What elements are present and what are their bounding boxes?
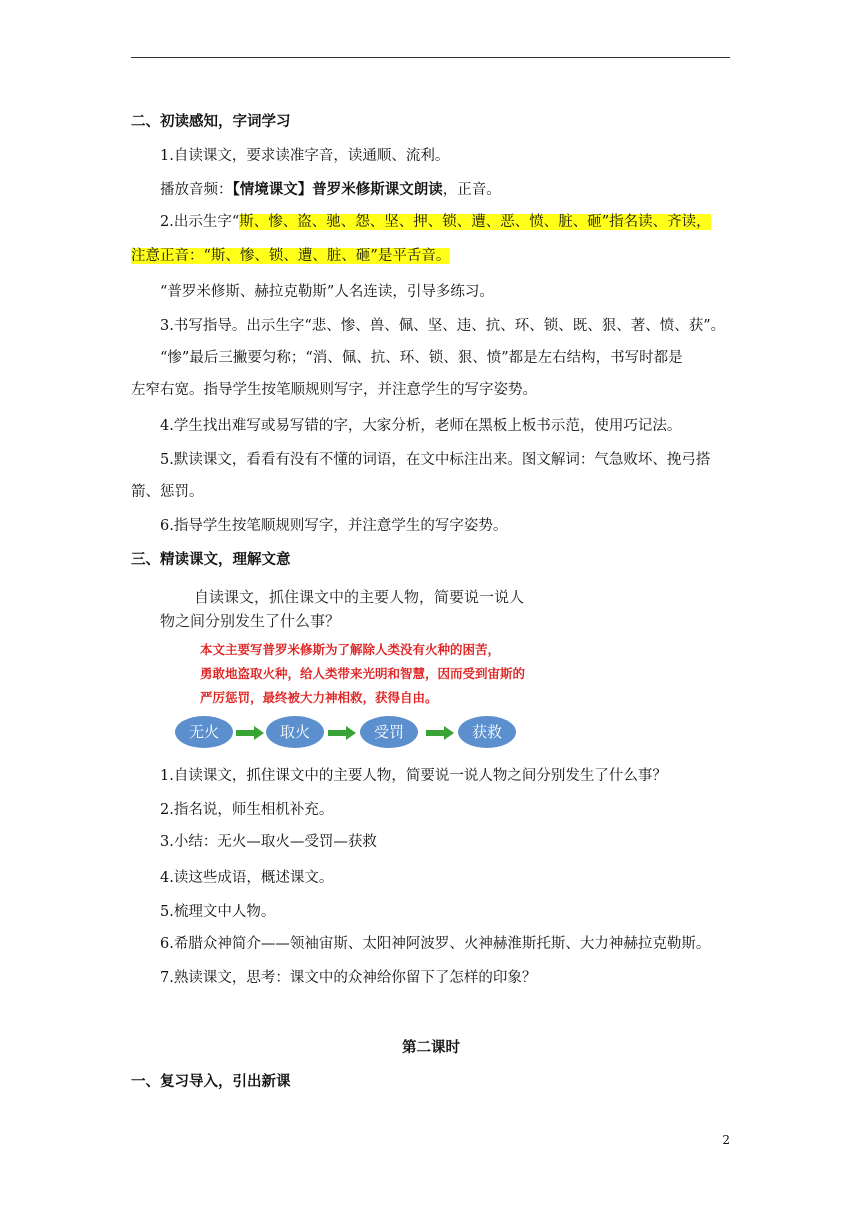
paragraph: 1.自读课文，抓住课文中的主要人物，简要说一说人物之间分别发生了什么事？: [160, 768, 667, 784]
paragraph: 7.熟读课文，思考：课文中的众神给你留下了怎样的印象？: [160, 970, 537, 986]
page-number: 2: [722, 1133, 730, 1147]
paragraph: [160, 212, 760, 232]
highlighted-text: 斯、惨、盗、驰、怨、坚、押、锁、遭、恶、愤、脏、砸”指名读、齐读，: [239, 214, 711, 230]
slide-answer-line: 严厉惩罚，最终被大力神相救，获得自由。: [200, 690, 438, 705]
paragraph: [160, 180, 760, 200]
slide-answer-line: 本文主要写普罗米修斯为了解除人类没有火种的困苦，: [200, 642, 501, 657]
slide-question-line: 物之间分别发生了什么事？: [160, 612, 341, 630]
flow-node-punished: 受罚: [360, 716, 418, 748]
paragraph: 4.学生找出难写或易写错的字，大家分析，老师在黑板上板书示范，使用巧记法。: [160, 418, 682, 434]
paragraph: 3.小结：无火—取火—受罚—获救: [160, 834, 377, 850]
lesson-slide-image: [160, 582, 530, 752]
text: ，正音。: [442, 182, 501, 198]
flow-node-take-fire: 取火: [266, 716, 324, 748]
flow-node-rescued: 获救: [458, 716, 516, 748]
paragraph: 2.指名说，师生相机补充。: [160, 802, 334, 818]
paragraph: 4.读这些成语，概述课文。: [160, 870, 334, 886]
paragraph: “惨”最后三撇要匀称；“消、佩、抗、环、锁、狠、愤”都是左右结构，书写时都是: [160, 350, 683, 366]
paragraph: 6.指导学生按笔顺规则写字，并注意学生的写字姿势。: [160, 518, 508, 534]
section-2-heading: 二、初读感知，字词学习: [131, 113, 291, 130]
paragraph: 1.自读课文，要求读准字音，读通顺、流利。: [160, 148, 450, 164]
arrow-right-icon: [328, 726, 356, 740]
section-3-heading: 三、精读课文，理解文意: [131, 551, 291, 568]
paragraph-continued: 左窄右宽。指导学生按笔顺规则写字，并注意学生的写字姿势。: [131, 382, 537, 398]
flow-node-no-fire: 无火: [175, 716, 233, 748]
paragraph: 5.梳理文中人物。: [160, 904, 276, 920]
slide-answer-line: 勇敢地盗取火种，给人类带来光明和智慧，因而受到宙斯的: [200, 666, 526, 681]
lesson-2-section-1-heading: 一、复习导入，引出新课: [131, 1073, 291, 1090]
text: 2.出示生字“: [160, 214, 240, 230]
header-rule: [131, 57, 730, 58]
paragraph: 6.希腊众神简介——领袖宙斯、太阳神阿波罗、火神赫淮斯托斯、大力神赫拉克勒斯。: [160, 936, 711, 952]
arrow-right-icon: [426, 726, 454, 740]
paragraph: 5.默读课文，看看有没有不懂的词语，在文中标注出来。图文解词：气急败坏、挽弓搭: [160, 452, 711, 468]
paragraph: “普罗米修斯、赫拉克勒斯”人名连读，引导多练习。: [160, 284, 494, 300]
highlighted-text: 注意正音：“斯、惨、锁、遭、脏、砸”是平舌音。: [131, 248, 451, 264]
paragraph: 3.书写指导。出示生字“悲、惨、兽、佩、坚、违、抗、环、锁、既、狠、著、愤、获”。: [160, 318, 726, 334]
lesson-2-title: 第二课时: [402, 1039, 460, 1056]
audio-title: 【情境课文】普罗米修斯课文朗读: [232, 181, 443, 198]
paragraph-continued: [131, 246, 731, 266]
text: 播放音频：: [160, 182, 233, 198]
arrow-right-icon: [236, 726, 264, 740]
paragraph-continued: 箭、惩罚。: [131, 484, 204, 500]
slide-question-line: 自读课文，抓住课文中的主要人物，简要说一说人: [194, 588, 525, 606]
